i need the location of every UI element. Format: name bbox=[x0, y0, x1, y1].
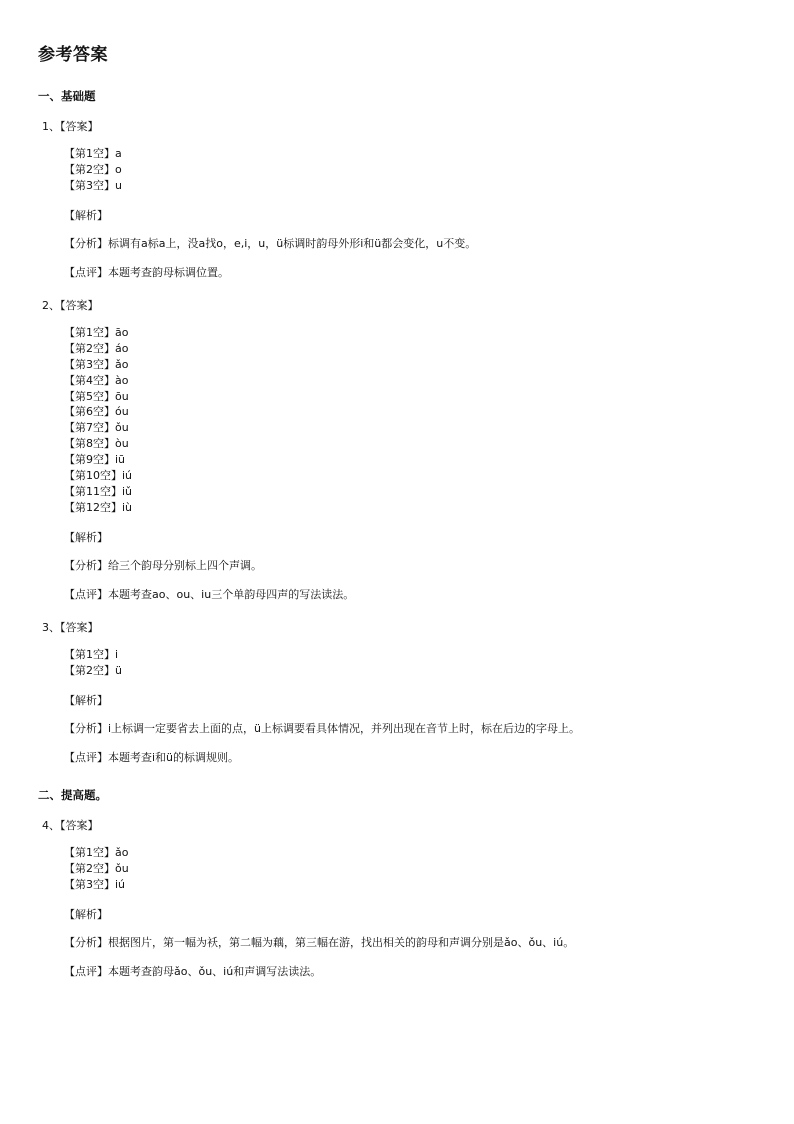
answer-blank: 【第9空】iū bbox=[64, 453, 126, 467]
answer-blank: 【第10空】iú bbox=[64, 469, 133, 483]
question-3-number: 3、【答案】 bbox=[42, 621, 99, 634]
question-4-analysis: 【分析】根据图片，第一幅为袄，第二幅为藕，第三幅在游，找出相关的韵母和声调分别是ǎo、ǒu、iú。 bbox=[64, 936, 575, 949]
question-1-analysis-label: 【解析】 bbox=[64, 209, 108, 222]
answer-blank: 【第1空】ǎo bbox=[64, 846, 129, 859]
answer-blank: 【第1空】a bbox=[64, 147, 122, 160]
answer-blank: 【第2空】o bbox=[64, 162, 122, 176]
question-2-blanks bbox=[64, 325, 132, 516]
answer-blank: 【第6空】óu bbox=[64, 405, 129, 419]
question-2-number: 2、【答案】 bbox=[42, 299, 99, 312]
section-heading-advanced: 二、提高题。 bbox=[38, 788, 107, 802]
question-4-comment: 【点评】本题考查韵母ǎo、ǒu、iú和声调写法读法。 bbox=[64, 965, 322, 978]
question-1-blanks bbox=[64, 146, 122, 194]
answer-blank: 【第2空】áo bbox=[64, 341, 129, 355]
answer-blank: 【第3空】ǎo bbox=[64, 357, 129, 371]
answer-blank: 【第11空】iǔ bbox=[64, 484, 133, 498]
answer-blank: 【第3空】u bbox=[64, 178, 122, 192]
answer-blank: 【第4空】ào bbox=[64, 373, 129, 387]
question-1-analysis: 【分析】标调有a标a上，没a找o，e,i，u，ü标调时韵母外形i和ü都会变化，u不变。 bbox=[64, 237, 477, 250]
answer-blank: 【第8空】òu bbox=[64, 437, 129, 451]
answer-blank: 【第2空】ǒu bbox=[64, 861, 129, 875]
answer-blank: 【第1空】i bbox=[64, 648, 119, 661]
question-4-analysis-label: 【解析】 bbox=[64, 908, 108, 921]
question-3-analysis-label: 【解析】 bbox=[64, 694, 108, 707]
question-3-blanks bbox=[64, 647, 122, 679]
question-1-number: 1、【答案】 bbox=[42, 120, 99, 133]
question-2-analysis: 【分析】给三个韵母分别标上四个声调。 bbox=[64, 559, 262, 572]
answer-blank: 【第5空】ōu bbox=[64, 389, 129, 403]
answer-blank: 【第1空】āo bbox=[64, 326, 129, 339]
question-3-analysis: 【分析】i上标调一定要省去上面的点，ü上标调要看具体情况，并列出现在音节上时，标在后边的字母上。 bbox=[64, 722, 581, 735]
answer-blank: 【第12空】iù bbox=[64, 500, 133, 514]
answer-blank: 【第3空】iú bbox=[64, 877, 126, 891]
question-4-blanks bbox=[64, 845, 129, 893]
question-4-number: 4、【答案】 bbox=[42, 819, 99, 832]
question-1-comment: 【点评】本题考查韵母标调位置。 bbox=[64, 266, 229, 279]
question-2-analysis-label: 【解析】 bbox=[64, 531, 108, 544]
answer-blank: 【第7空】ǒu bbox=[64, 421, 129, 435]
question-3-comment: 【点评】本题考查i和ü的标调规则。 bbox=[64, 751, 240, 764]
answer-blank: 【第2空】ü bbox=[64, 663, 122, 677]
question-2-comment: 【点评】本题考查ao、ou、iu三个单韵母四声的写法读法。 bbox=[64, 588, 355, 601]
section-heading-basic: 一、基础题 bbox=[38, 89, 96, 103]
page-title: 参考答案 bbox=[38, 45, 108, 65]
